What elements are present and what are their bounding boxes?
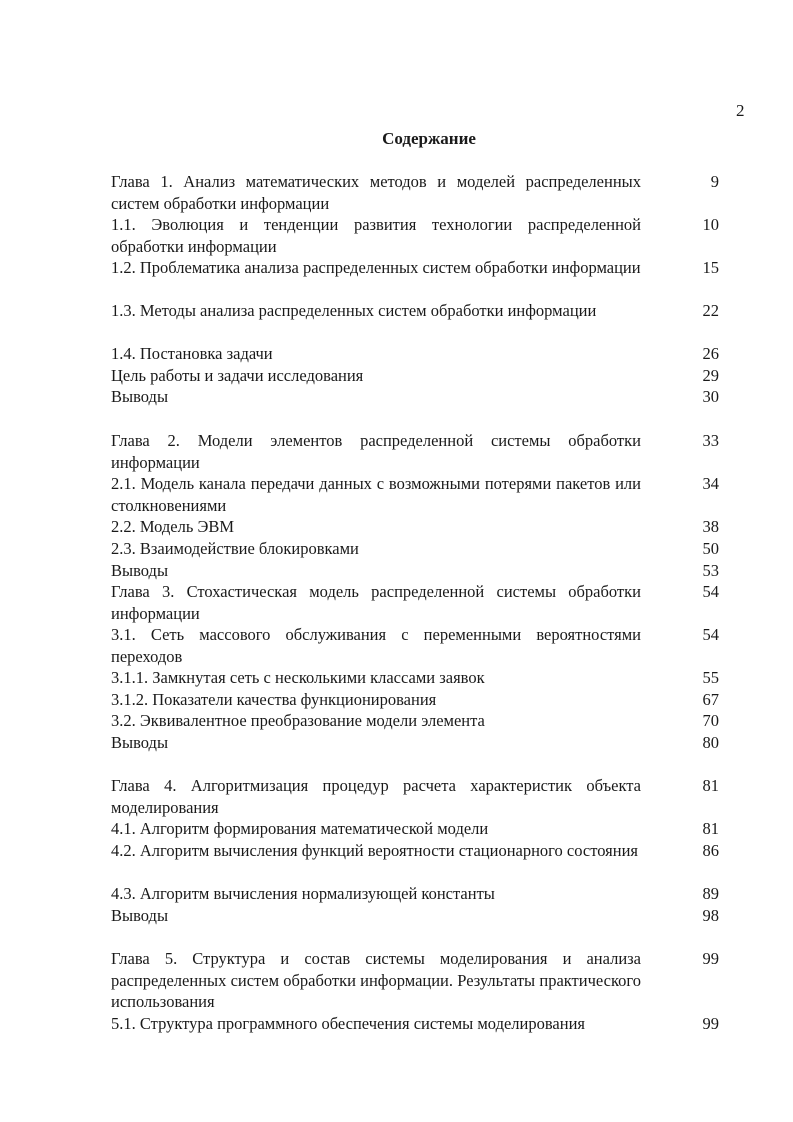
toc-entry-text: 3.1.1. Замкнутая сеть с несколькими классами заявок [111,668,485,687]
toc-entry-text: Глава 3. Стохастическая модель распределенной системы обработки информации [111,582,641,623]
toc-entry-page: 10 [702,215,719,234]
toc-entry-text: 3.2. Эквивалентное преобразование модели элемента [111,711,485,730]
toc-entry-chapter-5 [111,948,719,1013]
toc-entry-2-1 [111,473,719,516]
toc-entry-chapter-1 [111,171,719,214]
toc-entry-page: 99 [702,949,719,968]
toc-entry-page: 29 [702,366,719,385]
toc-entry-page: 98 [702,906,719,925]
toc-entry-text: 1.3. Методы анализа распределенных систем обработки информации [111,301,597,320]
toc-entry-2-3 [111,538,719,560]
toc-entry-page: 33 [702,431,719,450]
toc-entry-page: 34 [702,474,719,493]
toc-entry-page: 81 [702,819,719,838]
toc-entry-text: Выводы [111,906,169,925]
toc-entry-conclusions-2 [111,560,719,582]
toc-entry-4-3 [111,883,719,905]
toc-entry-page: 70 [702,711,719,730]
toc-entry-text: 2.2. Модель ЭВМ [111,517,235,536]
toc-entry-text: 5.1. Структура программного обеспечения системы моделирования [111,1014,585,1033]
toc-entry-page: 53 [702,561,719,580]
toc-entry-page: 67 [702,690,719,709]
toc-entry-page: 55 [702,668,719,687]
toc-entry-3-1-2 [111,689,719,711]
toc-entry-1-1 [111,214,719,257]
toc-entry-chapter-4 [111,775,719,818]
toc-entry-text: Цель работы и задачи исследования [111,366,364,385]
toc-entry-page: 22 [702,301,719,320]
toc-entry-page: 54 [702,582,719,601]
toc-entry-text: 2.1. Модель канала передачи данных с возможными потерями пакетов или столкновениями [111,474,641,515]
toc-entry-text: 2.3. Взаимодействие блокировками [111,539,359,558]
toc-entry-text: Выводы [111,733,169,752]
toc-entry-conclusions-3 [111,732,719,754]
toc-entry-text: 4.1. Алгоритм формирования математической модели [111,819,489,838]
toc-entry-5-1 [111,1013,719,1035]
toc-entry-3-1-1 [111,667,719,689]
toc-entry-page: 99 [702,1014,719,1033]
toc-entry-page: 26 [702,344,719,363]
toc-entry-text: 1.2. Проблематика анализа распределенных систем обработки информации [111,258,641,277]
toc-entry-page: 50 [702,539,719,558]
toc-entry-page: 54 [702,625,719,644]
toc-entry-text: Глава 4. Алгоритмизация процедур расчета характеристик объекта моделирования [111,776,641,817]
toc-entry-text: Выводы [111,561,169,580]
toc-entry-goal [111,365,719,387]
page-number: 2 [736,101,745,120]
toc-entry-text: Глава 2. Модели элементов распределенной системы обработки информации [111,431,641,472]
toc-entry-3-2 [111,710,719,732]
toc-entry-chapter-2 [111,430,719,473]
toc-entry-page: 15 [702,258,719,277]
toc-entry-text: Глава 5. Структура и состав системы моделирования и анализа распределенных систем обработки информации. Результаты практического использования [111,949,641,1012]
toc-entry-page: 38 [702,517,719,536]
toc-entry-text: 3.1.2. Показатели качества функционирования [111,690,437,709]
toc-entry-page: 30 [702,387,719,406]
toc-entry-3-1 [111,624,719,667]
toc-entry-text: 1.4. Постановка задачи [111,344,273,363]
toc-entry-chapter-3 [111,581,719,624]
toc-entry-1-3 [111,300,719,322]
toc-entry-text: 1.1. Эволюция и тенденции развития технологии распределенной обработки информации [111,215,641,256]
toc-entry-4-1 [111,818,719,840]
toc-entry-2-2 [111,516,719,538]
toc-entry-page: 89 [702,884,719,903]
toc-entry-page: 81 [702,776,719,795]
toc-entry-text: 4.3. Алгоритм вычисления нормализующей константы [111,884,495,903]
toc-entry-text: 4.2. Алгоритм вычисления функций вероятности стационарного состояния [111,841,638,860]
toc-entry-conclusions-1 [111,386,719,408]
page-title: Содержание [382,129,476,148]
toc-entry-text: Глава 1. Анализ математических методов и моделей распределенных систем обработки информации [111,172,641,213]
toc-entry-text: 3.1. Сеть массового обслуживания с переменными вероятностями переходов [111,625,641,666]
toc-entry-page: 86 [702,841,719,860]
toc-entry-conclusions-4 [111,905,719,927]
toc-entry-page: 9 [710,172,719,191]
toc-entry-1-4 [111,343,719,365]
toc-entry-1-2 [111,257,719,279]
toc-entry-4-2 [111,840,719,862]
toc-entry-page: 80 [702,733,719,752]
toc-entry-text: Выводы [111,387,169,406]
